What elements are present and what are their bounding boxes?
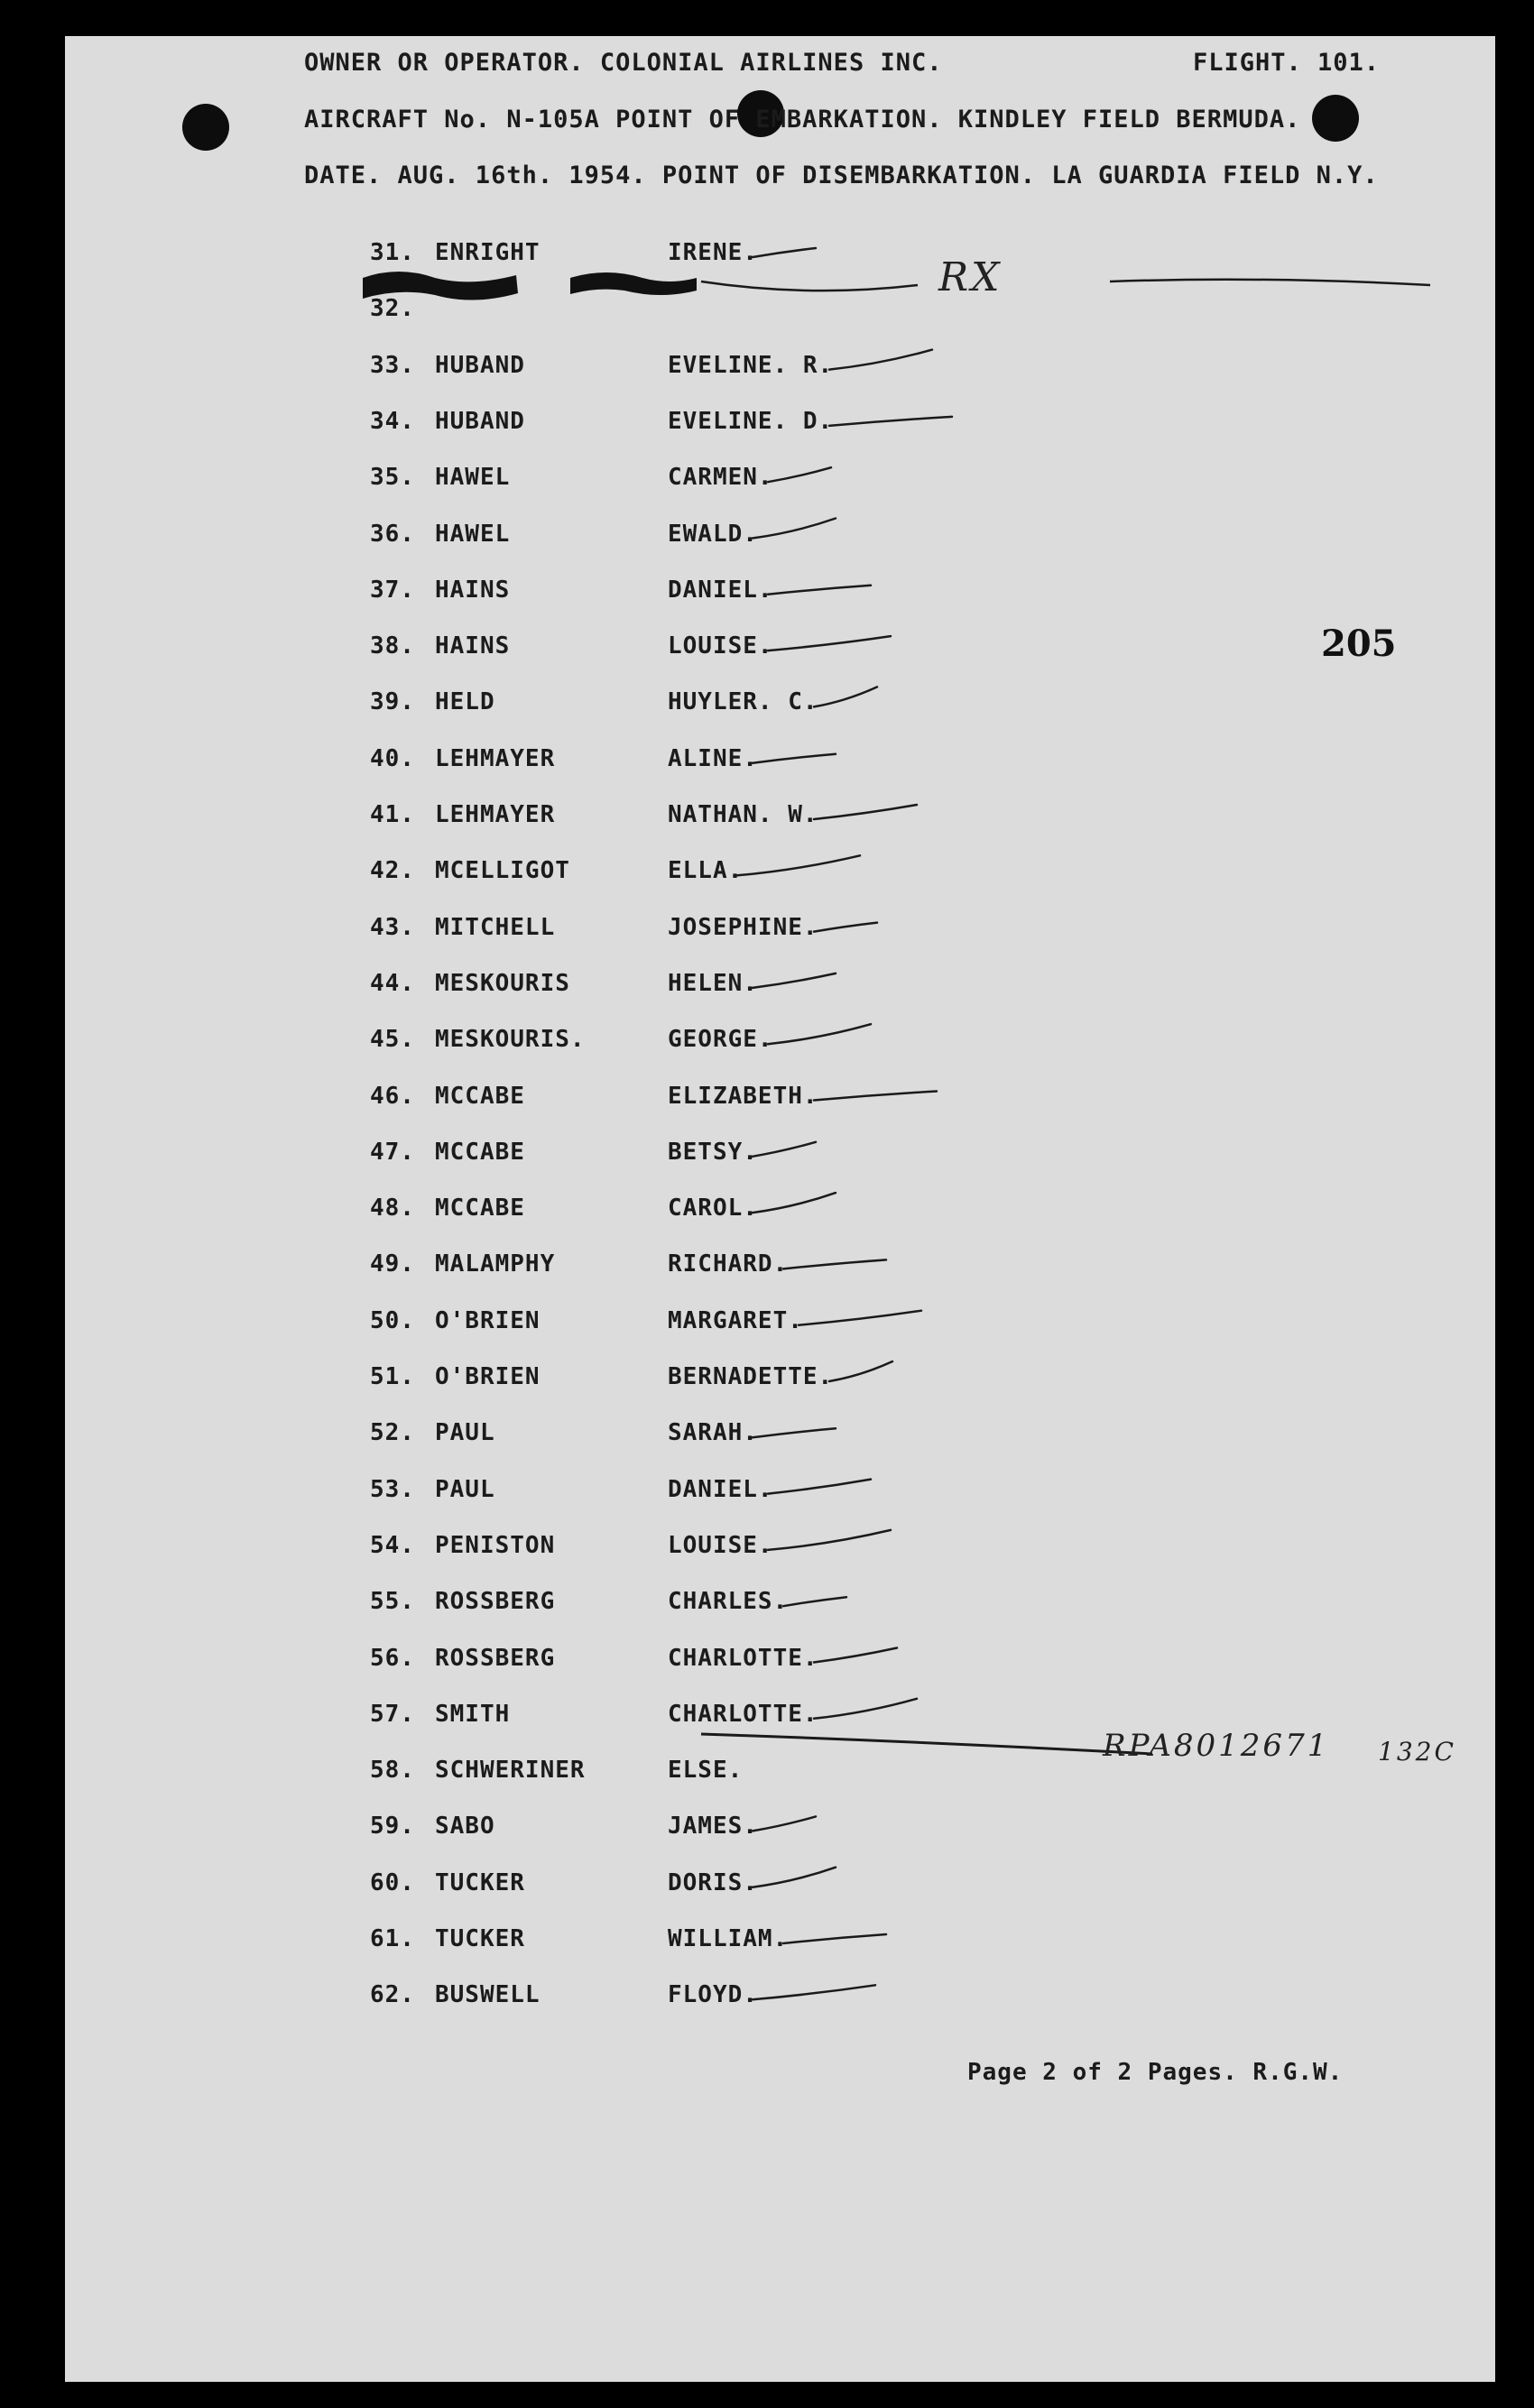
passenger-surname: LEHMAYER bbox=[435, 744, 556, 772]
passenger-num: 58. bbox=[370, 1757, 415, 1785]
passenger-given: GEORGE. bbox=[668, 1026, 773, 1054]
redaction-given bbox=[570, 272, 697, 295]
passenger-given: CHARLOTTE. bbox=[668, 1700, 818, 1728]
passenger-num: 38. bbox=[370, 632, 415, 660]
check-mark bbox=[753, 1816, 816, 1831]
passenger-surname: BUSWELL bbox=[435, 1981, 541, 2009]
passenger-num: 35. bbox=[370, 464, 415, 492]
passenger-surname: MCELLIGOT bbox=[435, 857, 570, 885]
passenger-num: 50. bbox=[370, 1306, 415, 1334]
check-mark bbox=[753, 1193, 836, 1213]
manifest-page bbox=[65, 36, 1495, 2382]
check-mark bbox=[753, 1428, 836, 1437]
passenger-given: CAROL. bbox=[668, 1195, 758, 1222]
check-mark bbox=[737, 855, 860, 875]
passenger-surname: MITCHELL bbox=[435, 913, 556, 941]
check-mark bbox=[753, 1868, 836, 1887]
passenger-surname: PAUL bbox=[435, 1419, 495, 1447]
passenger-num: 40. bbox=[370, 744, 415, 772]
passenger-surname: HUBAND bbox=[435, 351, 525, 379]
passenger-given: IRENE. bbox=[668, 239, 758, 266]
passenger-given: HELEN. bbox=[668, 969, 758, 997]
passenger-num: 32. bbox=[370, 295, 415, 323]
passenger-given: EWALD. bbox=[668, 520, 758, 548]
passenger-num: 34. bbox=[370, 407, 415, 435]
check-mark bbox=[814, 687, 877, 706]
handwritten-record-number: RPA8012671 bbox=[1103, 1728, 1330, 1764]
passenger-given: NATHAN. W. bbox=[668, 801, 818, 828]
passenger-surname: HAINS bbox=[435, 576, 511, 604]
check-mark bbox=[783, 1259, 886, 1269]
passenger-num: 39. bbox=[370, 688, 415, 716]
check-mark bbox=[768, 467, 831, 482]
passenger-num: 62. bbox=[370, 1981, 415, 2009]
check-mark bbox=[768, 1530, 891, 1550]
passenger-given: BERNADETTE. bbox=[668, 1363, 834, 1390]
passenger-surname: HAINS bbox=[435, 632, 511, 660]
check-mark bbox=[753, 519, 836, 539]
passenger-num: 41. bbox=[370, 801, 415, 828]
passenger-surname: SABO bbox=[435, 1813, 495, 1841]
passenger-num: 51. bbox=[370, 1363, 415, 1390]
check-mark bbox=[829, 1361, 892, 1381]
passenger-given: EVELINE. D. bbox=[668, 407, 834, 435]
passenger-num: 33. bbox=[370, 351, 415, 379]
check-mark bbox=[814, 1648, 897, 1663]
passenger-num: 57. bbox=[370, 1700, 415, 1728]
passenger-surname: TUCKER bbox=[435, 1868, 525, 1896]
passenger-surname: PAUL bbox=[435, 1475, 495, 1503]
passenger-given: DORIS. bbox=[668, 1868, 758, 1896]
handwritten-initials: RX bbox=[938, 254, 1003, 300]
passenger-num: 61. bbox=[370, 1925, 415, 1952]
passenger-surname: MCCABE bbox=[435, 1195, 525, 1222]
passenger-surname: MALAMPHY bbox=[435, 1250, 556, 1278]
check-mark bbox=[753, 1985, 875, 1999]
handwritten-code: 132C bbox=[1378, 1737, 1456, 1767]
passenger-num: 56. bbox=[370, 1644, 415, 1672]
passenger-given: JOSEPHINE. bbox=[668, 913, 818, 941]
passenger-given: CARMEN. bbox=[668, 464, 773, 492]
check-mark bbox=[753, 248, 816, 257]
passenger-surname: HUBAND bbox=[435, 407, 525, 435]
passenger-given: ALINE. bbox=[668, 744, 758, 772]
passenger-surname: MCCABE bbox=[435, 1082, 525, 1110]
passenger-surname: SMITH bbox=[435, 1700, 511, 1728]
passenger-given: MARGARET. bbox=[668, 1306, 803, 1334]
check-mark bbox=[783, 1597, 846, 1606]
passenger-given: WILLIAM. bbox=[668, 1925, 789, 1952]
passenger-num: 31. bbox=[370, 239, 415, 266]
check-mark bbox=[814, 805, 917, 819]
passenger-surname: HAWEL bbox=[435, 520, 511, 548]
header-aircraft: AIRCRAFT No. N-105A POINT OF EMBARKATION. KINDLEY FIELD BERMUDA. bbox=[304, 106, 1301, 134]
passenger-surname: O'BRIEN bbox=[435, 1363, 541, 1390]
passenger-num: 45. bbox=[370, 1026, 415, 1054]
passenger-surname: ROSSBERG bbox=[435, 1588, 556, 1616]
passenger-surname: ENRIGHT bbox=[435, 239, 541, 266]
passenger-surname: HAWEL bbox=[435, 464, 511, 492]
passenger-given: DANIEL. bbox=[668, 576, 773, 604]
passenger-num: 37. bbox=[370, 576, 415, 604]
passenger-surname: LEHMAYER bbox=[435, 801, 556, 828]
page-stamp-number: 205 bbox=[1321, 623, 1397, 665]
passenger-surname: PENISTON bbox=[435, 1531, 556, 1559]
passenger-num: 42. bbox=[370, 857, 415, 885]
passenger-surname: SCHWERINER bbox=[435, 1757, 586, 1785]
passenger-given: BETSY. bbox=[668, 1138, 758, 1166]
passenger-surname: O'BRIEN bbox=[435, 1306, 541, 1334]
passenger-given: CHARLOTTE. bbox=[668, 1644, 818, 1672]
passenger-num: 55. bbox=[370, 1588, 415, 1616]
check-marks bbox=[65, 36, 1495, 2382]
passenger-given: JAMES. bbox=[668, 1813, 758, 1841]
passenger-num: 59. bbox=[370, 1813, 415, 1841]
check-mark bbox=[768, 636, 891, 650]
passenger-num: 54. bbox=[370, 1531, 415, 1559]
check-mark bbox=[768, 586, 871, 595]
check-mark bbox=[783, 1934, 886, 1943]
passenger-surname: ROSSBERG bbox=[435, 1644, 556, 1672]
passenger-given: EVELINE. R. bbox=[668, 351, 834, 379]
check-mark bbox=[814, 1699, 917, 1719]
check-mark bbox=[814, 923, 877, 932]
header-flight: FLIGHT. 101. bbox=[1193, 49, 1381, 77]
passenger-num: 36. bbox=[370, 520, 415, 548]
check-mark bbox=[753, 1142, 816, 1157]
passenger-given: RICHARD. bbox=[668, 1250, 789, 1278]
passenger-num: 43. bbox=[370, 913, 415, 941]
passenger-given: HUYLER. C. bbox=[668, 688, 818, 716]
check-mark bbox=[768, 1480, 871, 1494]
passenger-given: LOUISE. bbox=[668, 1531, 773, 1559]
passenger-surname: MCCABE bbox=[435, 1138, 525, 1166]
check-mark bbox=[814, 1092, 937, 1101]
passenger-surname: TUCKER bbox=[435, 1925, 525, 1952]
header-date: DATE. AUG. 16th. 1954. POINT OF DISEMBARKATION. LA GUARDIA FIELD N.Y. bbox=[304, 161, 1379, 189]
passenger-surname: HELD bbox=[435, 688, 495, 716]
passenger-given: LOUISE. bbox=[668, 632, 773, 660]
check-mark bbox=[753, 973, 836, 988]
passenger-given: ELIZABETH. bbox=[668, 1082, 818, 1110]
header-owner: OWNER OR OPERATOR. COLONIAL AIRLINES INC. bbox=[304, 49, 943, 77]
passenger-num: 46. bbox=[370, 1082, 415, 1110]
passenger-given: SARAH. bbox=[668, 1419, 758, 1447]
check-mark bbox=[753, 754, 836, 763]
passenger-num: 52. bbox=[370, 1419, 415, 1447]
check-mark bbox=[829, 350, 932, 370]
redaction-surname bbox=[363, 272, 518, 300]
passenger-num: 48. bbox=[370, 1195, 415, 1222]
passenger-surname: MESKOURIS. bbox=[435, 1026, 586, 1054]
passenger-given: ELLA. bbox=[668, 857, 744, 885]
passenger-num: 47. bbox=[370, 1138, 415, 1166]
check-mark bbox=[829, 417, 952, 426]
passenger-num: 60. bbox=[370, 1868, 415, 1896]
passenger-given: DANIEL. bbox=[668, 1475, 773, 1503]
passenger-given: FLOYD. bbox=[668, 1981, 758, 2009]
passenger-num: 44. bbox=[370, 969, 415, 997]
check-mark bbox=[799, 1311, 921, 1325]
passenger-num: 53. bbox=[370, 1475, 415, 1503]
check-mark bbox=[768, 1024, 871, 1044]
page-footer: Page 2 of 2 Pages. R.G.W. bbox=[967, 2059, 1344, 2086]
passenger-num: 49. bbox=[370, 1250, 415, 1278]
passenger-given: CHARLES. bbox=[668, 1588, 789, 1616]
passenger-given: ELSE. bbox=[668, 1757, 744, 1785]
passenger-surname: MESKOURIS bbox=[435, 969, 570, 997]
